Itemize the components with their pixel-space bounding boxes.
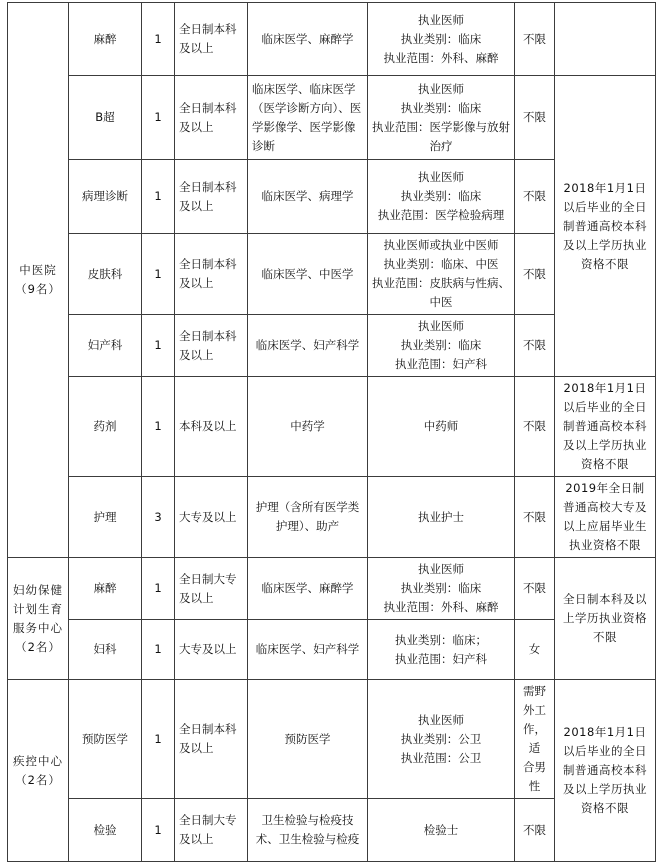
major: 临床医学、妇产科学 <box>248 620 368 680</box>
post-name: 麻醉 <box>69 558 142 620</box>
post-name: 妇科 <box>69 620 142 680</box>
post-name: 妇产科 <box>69 315 142 377</box>
qualification: 执业医师或执业中医师 执业类别：临床、中医 执业范围：皮肤病与性病、 中医 <box>368 234 515 315</box>
table-row <box>8 377 656 477</box>
gender: 不限 <box>515 377 555 477</box>
gender: 不限 <box>515 558 555 620</box>
education: 全日制本科 及以上 <box>175 680 248 799</box>
qualification: 中药师 <box>368 377 515 477</box>
recruitment-table <box>7 2 656 862</box>
gender: 不限 <box>515 76 555 160</box>
education: 全日制大专 及以上 <box>175 558 248 620</box>
headcount: 1 <box>142 76 175 160</box>
headcount: 1 <box>142 315 175 377</box>
headcount: 1 <box>142 3 175 76</box>
education: 全日制大专 及以上 <box>175 799 248 862</box>
table-row <box>8 76 656 160</box>
gender: 不限 <box>515 234 555 315</box>
gender: 不限 <box>515 477 555 558</box>
education: 全日制本科 及以上 <box>175 160 248 234</box>
post-name: 药剂 <box>69 377 142 477</box>
table-row <box>8 477 656 558</box>
unit-name: 中医院 （9名） <box>8 3 69 558</box>
post-name: 麻醉 <box>69 3 142 76</box>
major: 临床医学、麻醉学 <box>248 3 368 76</box>
qualification: 执业医师 执业类别：临床 执业范围：医学检验病理 <box>368 160 515 234</box>
education: 大专及以上 <box>175 620 248 680</box>
headcount: 1 <box>142 377 175 477</box>
qualification: 执业医师 执业类别：公卫 执业范围：公卫 <box>368 680 515 799</box>
headcount: 1 <box>142 620 175 680</box>
education: 大专及以上 <box>175 477 248 558</box>
qualification: 执业类别：临床； 执业范围：妇产科 <box>368 620 515 680</box>
headcount: 1 <box>142 160 175 234</box>
requirement-note: 2018年1月1日 以后毕业的全日 制普通高校本科 及以上学历执业 资格不限 <box>555 680 656 862</box>
headcount: 1 <box>142 558 175 620</box>
headcount: 1 <box>142 234 175 315</box>
gender: 不限 <box>515 160 555 234</box>
post-name: 病理诊断 <box>69 160 142 234</box>
post-name: 检验 <box>69 799 142 862</box>
education: 全日制本科 及以上 <box>175 234 248 315</box>
major: 临床医学、中医学 <box>248 234 368 315</box>
post-name: 护理 <box>69 477 142 558</box>
major: 预防医学 <box>248 680 368 799</box>
table-row <box>8 3 656 76</box>
education: 全日制本科 及以上 <box>175 315 248 377</box>
requirement-note: 全日制本科及以 上学历执业资格 不限 <box>555 558 656 680</box>
major: 护理（含所有医学类 护理）、助产 <box>248 477 368 558</box>
major: 临床医学、病理学 <box>248 160 368 234</box>
education: 全日制本科 及以上 <box>175 3 248 76</box>
qualification: 执业医师 执业类别：临床 执业范围：医学影像与放射 治疗 <box>368 76 515 160</box>
post-name: B超 <box>69 76 142 160</box>
gender: 不限 <box>515 315 555 377</box>
requirement-note: 2018年1月1日 以后毕业的全日 制普通高校本科 及以上学历执业 资格不限 <box>555 76 656 377</box>
table-row <box>8 680 656 799</box>
unit-name: 妇幼保健 计划生育 服务中心 （2名） <box>8 558 69 680</box>
major: 临床医学、妇产科学 <box>248 315 368 377</box>
qualification: 执业医师 执业类别：临床 执业范围：外科、麻醉 <box>368 3 515 76</box>
post-name: 预防医学 <box>69 680 142 799</box>
qualification: 执业医师 执业类别：临床 执业范围：外科、麻醉 <box>368 558 515 620</box>
major: 卫生检验与检疫技 术、卫生检验与检疫 <box>248 799 368 862</box>
gender: 不限 <box>515 799 555 862</box>
major: 临床医学、临床医学 （医学诊断方向）、医 学影像学、医学影像 诊断 <box>248 76 368 160</box>
headcount: 1 <box>142 680 175 799</box>
education: 本科及以上 <box>175 377 248 477</box>
qualification: 检验士 <box>368 799 515 862</box>
table-row <box>8 558 656 620</box>
gender: 女 <box>515 620 555 680</box>
post-name: 皮肤科 <box>69 234 142 315</box>
gender: 不限 <box>515 3 555 76</box>
major: 中药学 <box>248 377 368 477</box>
headcount: 3 <box>142 477 175 558</box>
education: 全日制本科 及以上 <box>175 76 248 160</box>
unit-name: 疾控中心 （2名） <box>8 680 69 862</box>
major: 临床医学、麻醉学 <box>248 558 368 620</box>
requirement-note: 2019年全日制 普通高校大专及 以上应届毕业生 执业资格不限 <box>555 477 656 558</box>
qualification: 执业医师 执业类别：临床 执业范围：妇产科 <box>368 315 515 377</box>
requirement-note: 2018年1月1日 以后毕业的全日 制普通高校本科 及以上学历执业 资格不限 <box>555 377 656 477</box>
qualification: 执业护士 <box>368 477 515 558</box>
gender: 需野 外工 作，适 合男 性 <box>515 680 555 799</box>
headcount: 1 <box>142 799 175 862</box>
